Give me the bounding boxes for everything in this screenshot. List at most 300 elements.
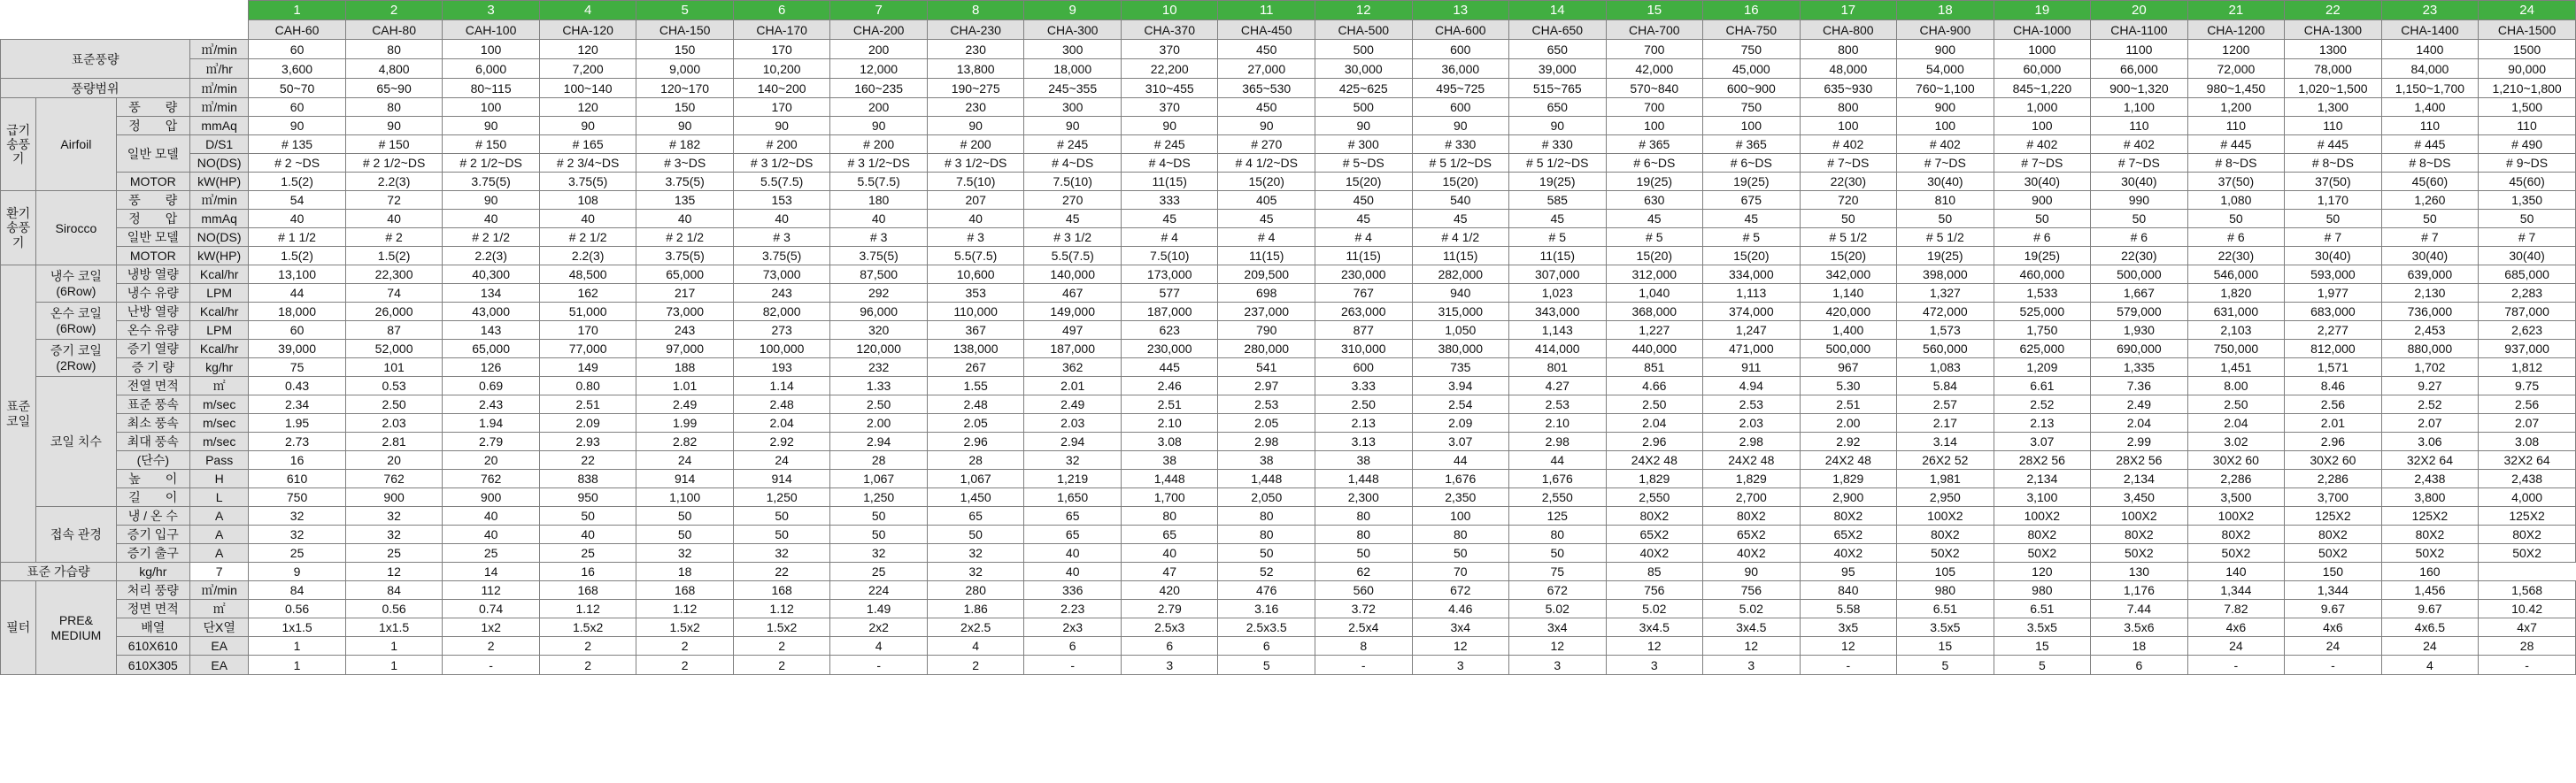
value-cell: 50X2 <box>2091 544 2188 563</box>
value-cell: 3.16 <box>1218 600 1315 618</box>
value-cell: 50X2 <box>2381 544 2479 563</box>
value-cell: 3.02 <box>2187 433 2285 451</box>
value-cell: 812,000 <box>2285 340 2382 358</box>
value-cell: 2.46 <box>1121 377 1218 395</box>
value-cell: 3.33 <box>1315 377 1412 395</box>
value-cell: 126 <box>443 358 540 377</box>
value-cell: 2.94 <box>830 433 928 451</box>
value-cell: 50 <box>1315 544 1412 563</box>
value-cell: 1,209 <box>1994 358 2091 377</box>
value-cell: 1,113 <box>1703 284 1801 303</box>
value-cell: # 2 1/2 <box>443 228 540 247</box>
value-cell: 497 <box>1024 321 1122 340</box>
value-cell: 10,600 <box>927 265 1024 284</box>
value-cell: 209,500 <box>1218 265 1315 284</box>
value-cell: 80X2 <box>1606 507 1703 526</box>
group-airfoil: Airfoil <box>36 98 116 191</box>
value-cell: 22(30) <box>1800 173 1897 191</box>
value-cell: 2,134 <box>2091 470 2188 488</box>
value-cell: 1,143 <box>1509 321 1607 340</box>
group-std-humid: 표준 가습량 <box>1 563 117 581</box>
value-cell: 74 <box>345 284 443 303</box>
value-cell: 4,800 <box>345 59 443 79</box>
table-row <box>1 191 2576 210</box>
value-cell: 32 <box>345 507 443 526</box>
value-cell: 125X2 <box>2285 507 2382 526</box>
value-cell: 110 <box>2187 117 2285 135</box>
value-cell: 1,335 <box>2091 358 2188 377</box>
table-row <box>1 303 2576 321</box>
value-cell: 2.2(3) <box>443 247 540 265</box>
value-cell: 140,000 <box>1024 265 1122 284</box>
value-cell: 150 <box>2285 563 2382 581</box>
value-cell: # 7~DS <box>1897 154 1994 173</box>
value-cell: # 3~DS <box>636 154 734 173</box>
value-cell: 2,134 <box>1994 470 2091 488</box>
value-cell: 735 <box>1412 358 1509 377</box>
column-number: 3 <box>443 1 540 20</box>
value-cell: 110 <box>2479 117 2576 135</box>
value-cell: 756 <box>1606 581 1703 600</box>
value-cell: 40 <box>539 526 636 544</box>
value-cell: 22 <box>539 451 636 470</box>
value-cell: 600~900 <box>1703 79 1801 98</box>
value-cell: 193 <box>733 358 830 377</box>
value-cell: 30(40) <box>2091 173 2188 191</box>
value-cell: 73,000 <box>636 303 734 321</box>
value-cell: 800 <box>1800 40 1897 59</box>
value-cell: 100 <box>1800 117 1897 135</box>
value-cell: 2.50 <box>345 395 443 414</box>
value-cell: 4 <box>927 637 1024 656</box>
column-number: 5 <box>636 1 734 20</box>
value-cell: 13,100 <box>249 265 346 284</box>
value-cell: 1.5x2 <box>636 618 734 637</box>
value-cell: 750 <box>1703 98 1801 117</box>
table-row <box>1 600 2576 618</box>
row-label: 냉수 유량 <box>116 284 189 303</box>
table-row <box>1 507 2576 526</box>
value-cell: 980 <box>1994 581 2091 600</box>
value-cell: 40X2 <box>1800 544 1897 563</box>
value-cell: 1,568 <box>2479 581 2576 600</box>
value-cell: # 2 1/2 <box>636 228 734 247</box>
value-cell: 1,150~1,700 <box>2381 79 2479 98</box>
value-cell: 900 <box>1994 191 2091 210</box>
value-cell: 80 <box>1315 507 1412 526</box>
value-cell: 2,103 <box>2187 321 2285 340</box>
value-cell: - <box>1800 656 1897 675</box>
value-cell: 9.67 <box>2381 600 2479 618</box>
value-cell: 315,000 <box>1412 303 1509 321</box>
value-cell: 40 <box>1024 544 1122 563</box>
value-cell: 3.75(5) <box>733 247 830 265</box>
value-cell: 39,000 <box>249 340 346 358</box>
value-cell: 1.95 <box>249 414 346 433</box>
value-cell: 1,400 <box>2381 98 2479 117</box>
value-cell: # 3 1/2~DS <box>927 154 1024 173</box>
value-cell: # 7~DS <box>2091 154 2188 173</box>
value-cell: 25 <box>539 544 636 563</box>
column-model: CHA-230 <box>927 20 1024 40</box>
value-cell: 1,020~1,500 <box>2285 79 2382 98</box>
value-cell: 3.14 <box>1897 433 1994 451</box>
value-cell: # 7~DS <box>1994 154 2091 173</box>
column-number: 4 <box>539 1 636 20</box>
value-cell: 750 <box>1703 40 1801 59</box>
value-cell: 50X2 <box>2479 544 2576 563</box>
value-cell: 2x2 <box>830 618 928 637</box>
value-cell: 380,000 <box>1412 340 1509 358</box>
value-cell: 2.23 <box>1024 600 1122 618</box>
column-number: 10 <box>1121 1 1218 20</box>
value-cell: 15(20) <box>1412 173 1509 191</box>
group-filter: 필터 <box>1 581 36 675</box>
value-cell: 40 <box>249 210 346 228</box>
value-cell: 73,000 <box>733 265 830 284</box>
value-cell: 2.5x4 <box>1315 618 1412 637</box>
value-cell: 50X2 <box>2285 544 2382 563</box>
value-cell: 2.97 <box>1218 377 1315 395</box>
value-cell: 579,000 <box>2091 303 2188 321</box>
column-number: 14 <box>1509 1 1607 20</box>
value-cell: 7.82 <box>2187 600 2285 618</box>
value-cell: 95 <box>1800 563 1897 581</box>
value-cell: # 4 <box>1121 228 1218 247</box>
value-cell: 30(40) <box>2479 247 2576 265</box>
value-cell: 2.96 <box>927 433 1024 451</box>
value-cell: 2.48 <box>733 395 830 414</box>
value-cell: 2.57 <box>1897 395 1994 414</box>
value-cell: 3x4.5 <box>1606 618 1703 637</box>
value-cell: 343,000 <box>1509 303 1607 321</box>
value-cell: 125 <box>1509 507 1607 526</box>
value-cell: 2.53 <box>1703 395 1801 414</box>
value-cell: 18,000 <box>249 303 346 321</box>
table-row <box>1 395 2576 414</box>
value-cell: 40 <box>443 210 540 228</box>
value-cell: 1,050 <box>1412 321 1509 340</box>
value-cell: 838 <box>539 470 636 488</box>
value-cell: 24 <box>2285 637 2382 656</box>
value-cell: 32 <box>249 526 346 544</box>
value-cell: 1,227 <box>1606 321 1703 340</box>
value-cell: # 5 <box>1509 228 1607 247</box>
value-cell: 500,000 <box>1800 340 1897 358</box>
value-cell: 476 <box>1218 581 1315 600</box>
table-row <box>1 154 2576 173</box>
value-cell: 120,000 <box>830 340 928 358</box>
row-label: 냉 / 온 수 <box>116 507 189 526</box>
table-row <box>1 59 2576 79</box>
table-row <box>1 656 2576 675</box>
value-cell: 1.5x2 <box>539 618 636 637</box>
value-cell: 2.49 <box>1024 395 1122 414</box>
value-cell: 525,000 <box>1994 303 2091 321</box>
value-cell: 6,000 <box>443 59 540 79</box>
table-row <box>1 340 2576 358</box>
value-cell: 80X2 <box>1800 507 1897 526</box>
value-cell: 18 <box>2091 637 2188 656</box>
value-cell: 12 <box>1606 637 1703 656</box>
value-cell: 2.04 <box>2091 414 2188 433</box>
value-cell: # 2 1/2 <box>539 228 636 247</box>
column-number: 17 <box>1800 1 1897 20</box>
row-unit: A <box>190 544 249 563</box>
value-cell: 2 <box>636 656 734 675</box>
value-cell: 28 <box>927 451 1024 470</box>
value-cell: 1 <box>249 656 346 675</box>
value-cell: 50 <box>2381 210 2479 228</box>
value-cell: 4.27 <box>1509 377 1607 395</box>
value-cell: 320 <box>830 321 928 340</box>
value-cell: 720 <box>1800 191 1897 210</box>
value-cell: 585 <box>1509 191 1607 210</box>
value-cell: 577 <box>1121 284 1218 303</box>
value-cell: 224 <box>830 581 928 600</box>
value-cell: 70 <box>1412 563 1509 581</box>
value-cell: 50 <box>2091 210 2188 228</box>
value-cell: 450 <box>1218 40 1315 59</box>
value-cell: 280 <box>927 581 1024 600</box>
value-cell: 2.03 <box>345 414 443 433</box>
value-cell: 1300 <box>2285 40 2382 59</box>
value-cell: 90 <box>1703 563 1801 581</box>
group-connection: 접속 관경 <box>36 507 116 563</box>
value-cell: 40 <box>1024 563 1122 581</box>
value-cell: 2.98 <box>1218 433 1315 451</box>
value-cell: 1 <box>345 637 443 656</box>
value-cell: 1000 <box>1994 40 2091 59</box>
value-cell: 6 <box>1121 637 1218 656</box>
value-cell: 570~840 <box>1606 79 1703 98</box>
value-cell: 50 <box>1800 210 1897 228</box>
value-cell: 312,000 <box>1606 265 1703 284</box>
value-cell: 80X2 <box>1994 526 2091 544</box>
value-cell: 24X2 48 <box>1800 451 1897 470</box>
value-cell: 1.99 <box>636 414 734 433</box>
value-cell: 5.30 <box>1800 377 1897 395</box>
value-cell: 16 <box>539 563 636 581</box>
value-cell: 801 <box>1509 358 1607 377</box>
value-cell: 108 <box>539 191 636 210</box>
value-cell: 87,500 <box>830 265 928 284</box>
value-cell: 50 <box>1897 210 1994 228</box>
value-cell: 1,100 <box>2091 98 2188 117</box>
value-cell: 9 <box>249 563 346 581</box>
value-cell: 1.94 <box>443 414 540 433</box>
row-label: 정 압 <box>116 117 189 135</box>
value-cell: 170 <box>733 40 830 59</box>
value-cell: 2,277 <box>2285 321 2382 340</box>
value-cell: 80X2 <box>2479 526 2576 544</box>
value-cell: 84 <box>249 581 346 600</box>
value-cell: 44 <box>1412 451 1509 470</box>
value-cell: 150 <box>636 98 734 117</box>
table-row <box>1 210 2576 228</box>
value-cell: - <box>2479 656 2576 675</box>
value-cell: 6 <box>1218 637 1315 656</box>
value-cell: 414,000 <box>1509 340 1607 358</box>
value-cell: 45 <box>1315 210 1412 228</box>
value-cell: 90 <box>443 191 540 210</box>
value-cell: 270 <box>1024 191 1122 210</box>
value-cell: 851 <box>1606 358 1703 377</box>
row-unit: Kcal/hr <box>190 303 249 321</box>
value-cell: 32X2 64 <box>2479 451 2576 470</box>
value-cell: 980~1,450 <box>2187 79 2285 98</box>
value-cell: 80 <box>1315 526 1412 544</box>
column-model: CHA-600 <box>1412 20 1509 40</box>
value-cell: 48,500 <box>539 265 636 284</box>
value-cell: 50 <box>927 526 1024 544</box>
value-cell: 1.12 <box>636 600 734 618</box>
value-cell: 2.09 <box>539 414 636 433</box>
value-cell: 4 <box>830 637 928 656</box>
value-cell: 3x5 <box>1800 618 1897 637</box>
column-model: CHA-200 <box>830 20 928 40</box>
value-cell: # 5~DS <box>1315 154 1412 173</box>
value-cell: 82,000 <box>733 303 830 321</box>
value-cell: 3x4.5 <box>1703 618 1801 637</box>
row-unit: mmAq <box>190 117 249 135</box>
value-cell: 610 <box>249 470 346 488</box>
value-cell: 12 <box>345 563 443 581</box>
value-cell: 1x1.5 <box>345 618 443 637</box>
value-cell: 300 <box>1024 40 1122 59</box>
value-cell: 47 <box>1121 563 1218 581</box>
group-pre-medium: PRE& MEDIUM <box>36 581 116 675</box>
value-cell: # 165 <box>539 135 636 154</box>
value-cell: 112 <box>443 581 540 600</box>
value-cell: 362 <box>1024 358 1122 377</box>
group-supply-fan: 급기송풍기 <box>1 98 36 191</box>
value-cell: 560 <box>1315 581 1412 600</box>
value-cell: 11(15) <box>1218 247 1315 265</box>
value-cell: 11(15) <box>1121 173 1218 191</box>
value-cell: 1.5(2) <box>345 247 443 265</box>
value-cell: 50X2 <box>2187 544 2285 563</box>
value-cell: 7 <box>190 563 249 581</box>
value-cell: # 2 3/4~DS <box>539 154 636 173</box>
value-cell: 80X2 <box>2285 526 2382 544</box>
value-cell: 5.5(7.5) <box>733 173 830 191</box>
value-cell: 2 <box>443 637 540 656</box>
value-cell: 8 <box>1315 637 1412 656</box>
value-cell: 22(30) <box>2187 247 2285 265</box>
column-model: CHA-800 <box>1800 20 1897 40</box>
value-cell: 1100 <box>2091 40 2188 59</box>
value-cell: 2.49 <box>636 395 734 414</box>
row-label: 증기 출구 <box>116 544 189 563</box>
row-unit: EA <box>190 637 249 656</box>
value-cell: 77,000 <box>539 340 636 358</box>
value-cell: 24X2 48 <box>1703 451 1801 470</box>
value-cell: 450 <box>1218 98 1315 117</box>
value-cell: 790 <box>1218 321 1315 340</box>
value-cell: 90 <box>733 117 830 135</box>
value-cell: 767 <box>1315 284 1412 303</box>
value-cell: 50 <box>830 526 928 544</box>
value-cell: 630 <box>1606 191 1703 210</box>
value-cell: 12 <box>1509 637 1607 656</box>
value-cell: 9.67 <box>2285 600 2382 618</box>
value-cell: 1,533 <box>1994 284 2091 303</box>
value-cell: 1,977 <box>2285 284 2382 303</box>
value-cell: 1,829 <box>1606 470 1703 488</box>
value-cell: # 8~DS <box>2187 154 2285 173</box>
value-cell: 110 <box>2285 117 2382 135</box>
value-cell: 1200 <box>2187 40 2285 59</box>
value-cell: 2,283 <box>2479 284 2576 303</box>
value-cell: 2.92 <box>733 433 830 451</box>
value-cell: 2,453 <box>2381 321 2479 340</box>
value-cell: 1,456 <box>2381 581 2479 600</box>
value-cell: 37(50) <box>2187 173 2285 191</box>
value-cell: 2,438 <box>2381 470 2479 488</box>
value-cell: # 7 <box>2381 228 2479 247</box>
value-cell: 1,451 <box>2187 358 2285 377</box>
value-cell: # 5 1/2~DS <box>1412 154 1509 173</box>
column-model: CHA-500 <box>1315 20 1412 40</box>
value-cell: 60,000 <box>1994 59 2091 79</box>
value-cell: 2x2.5 <box>927 618 1024 637</box>
value-cell: 0.43 <box>249 377 346 395</box>
value-cell: 0.80 <box>539 377 636 395</box>
value-cell: 13,800 <box>927 59 1024 79</box>
value-cell: 9.75 <box>2479 377 2576 395</box>
value-cell: 675 <box>1703 191 1801 210</box>
value-cell: 593,000 <box>2285 265 2382 284</box>
value-cell: 110,000 <box>927 303 1024 321</box>
value-cell: 80 <box>1412 526 1509 544</box>
value-cell: 50~70 <box>249 79 346 98</box>
value-cell: 3.75(5) <box>443 173 540 191</box>
value-cell: 4x6 <box>2285 618 2382 637</box>
column-number: 9 <box>1024 1 1122 20</box>
column-number: 7 <box>830 1 928 20</box>
value-cell: 4 <box>2381 656 2479 675</box>
value-cell: 2.73 <box>249 433 346 451</box>
table-row <box>1 79 2576 98</box>
value-cell: 353 <box>927 284 1024 303</box>
value-cell: # 300 <box>1315 135 1412 154</box>
value-cell: 1 <box>249 637 346 656</box>
value-cell: 810 <box>1897 191 1994 210</box>
value-cell: 153 <box>733 191 830 210</box>
value-cell: 40X2 <box>1703 544 1801 563</box>
value-cell: 5.58 <box>1800 600 1897 618</box>
table-row <box>1 544 2576 563</box>
value-cell: 5 <box>1994 656 2091 675</box>
value-cell: 273 <box>733 321 830 340</box>
value-cell: 2 <box>539 656 636 675</box>
value-cell: 1,448 <box>1218 470 1315 488</box>
value-cell: 2.53 <box>1509 395 1607 414</box>
value-cell: 2 <box>636 637 734 656</box>
value-cell: 130 <box>2091 563 2188 581</box>
value-cell: 30(40) <box>2381 247 2479 265</box>
value-cell: # 5 <box>1606 228 1703 247</box>
row-label: (단수) <box>116 451 189 470</box>
row-unit: LPM <box>190 284 249 303</box>
value-cell: 2.81 <box>345 433 443 451</box>
value-cell: 24 <box>2187 637 2285 656</box>
value-cell: 2,300 <box>1315 488 1412 507</box>
value-cell: 472,000 <box>1897 303 1994 321</box>
value-cell: 1,170 <box>2285 191 2382 210</box>
value-cell: 471,000 <box>1703 340 1801 358</box>
